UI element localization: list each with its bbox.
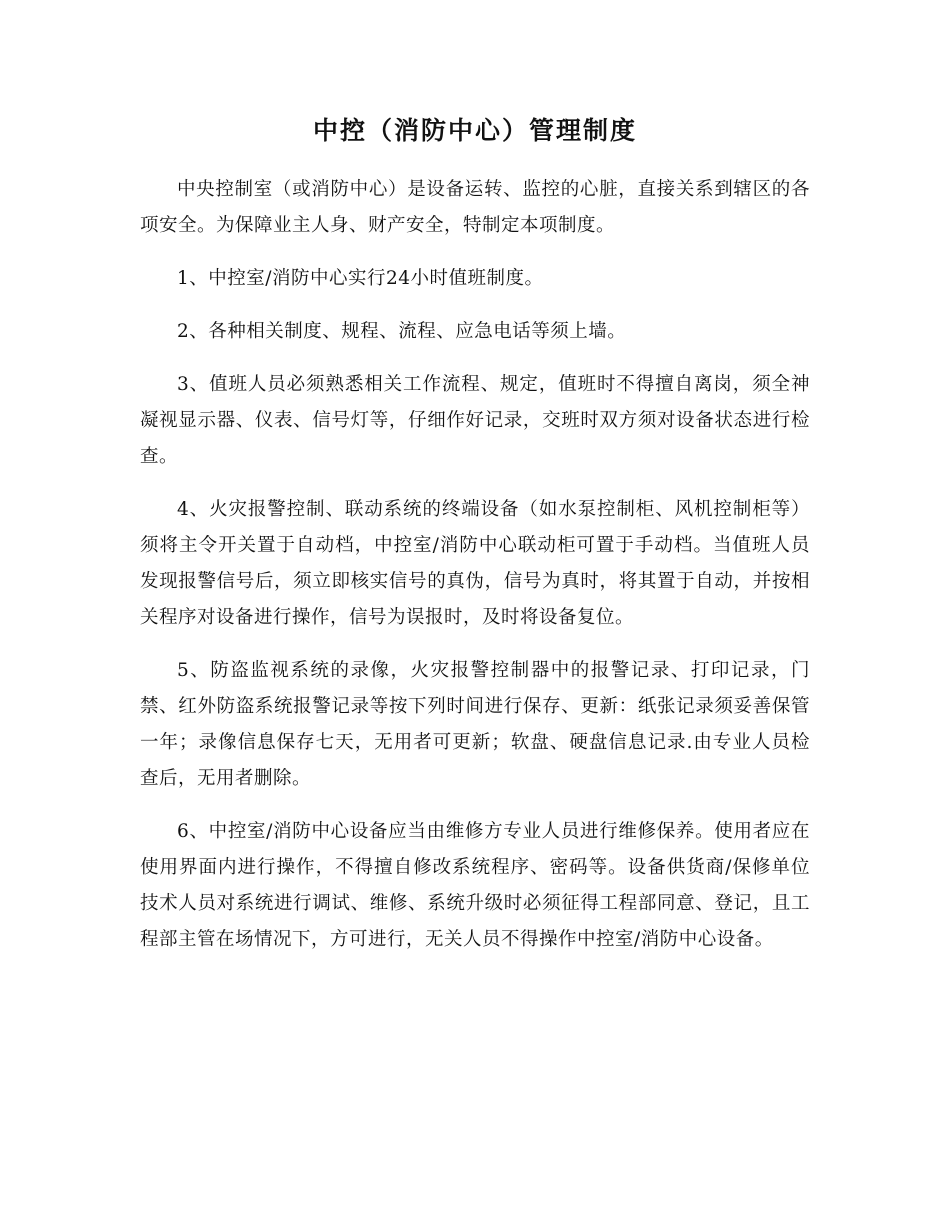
rule-6-paragraph: 6、中控室/消防中心设备应当由维修方专业人员进行维修保养。使用者应在使用界面内进行操作，不得擅自修改系统程序、密码等。设备供货商/保修单位技术人员对系统进行调试、维修、系统升级时必须征得工程部同意、登记，且工程部主管在场情况下，方可进行，无关人员不得操作中控室/消防中心设备。: [140, 821, 810, 950]
rule-3-paragraph: 3、值班人员必须熟悉相关工作流程、规定，值班时不得擅自离岗，须全神凝视显示器、仪表、信号灯等，仔细作好记录，交班时双方须对设备状态进行检查。: [140, 374, 810, 467]
document-page: [140, 112, 810, 975]
rule-4-paragraph: 4、火灾报警控制、联动系统的终端设备（如水泵控制柜、风机控制柜等）须将主令开关置于自动档，中控室/消防中心联动柜可置于手动档。当值班人员发现报警信号后，须立即核实信号的真伪，信号为真时，将其置于自动，并按相关程序对设备进行操作，信号为误报时，及时将设备复位。: [140, 499, 810, 628]
document-title: 中控（消防中心）管理制度: [312, 116, 637, 145]
rule-2-paragraph: 2、各种相关制度、规程、流程、应急电话等须上墙。: [177, 321, 627, 342]
intro-paragraph: 中央控制室（或消防中心）是设备运转、监控的心脏，直接关系到辖区的各项安全。为保障业主人身、财产安全，特制定本项制度。: [140, 179, 810, 236]
rule-1-paragraph: 1、中控室/消防中心实行24小时值班制度。: [177, 268, 544, 289]
rule-5-paragraph: 5、防盗监视系统的录像，火灾报警控制器中的报警记录、打印记录，门禁、红外防盗系统报警记录等按下列时间进行保存、更新：纸张记录须妥善保管一年；录像信息保存七天，无用者可更新；软盘、硬盘信息记录.由专业人员检查后，无用者删除。: [140, 660, 810, 789]
